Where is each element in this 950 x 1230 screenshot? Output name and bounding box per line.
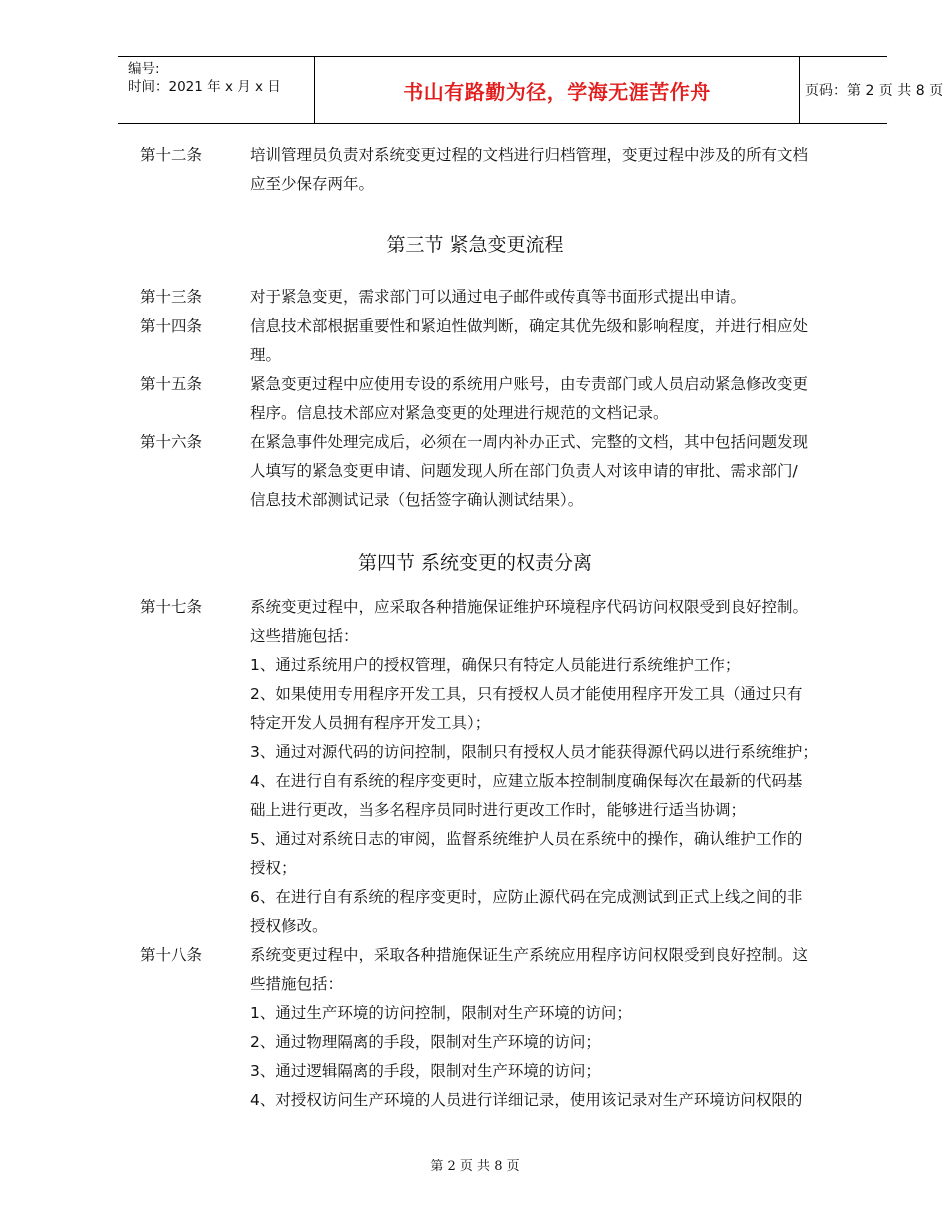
article-line: 1、通过系统用户的授权管理，确保只有特定人员能进行系统维护工作； — [250, 656, 741, 674]
article-line: 系统变更过程中，应采取各种措施保证维护环境程序代码访问权限受到良好控制。 — [250, 598, 809, 616]
article-line: 授权； — [250, 859, 297, 877]
article-line: 6、在进行自有系统的程序变更时，应防止源代码在完成测试到正式上线之间的非 — [250, 888, 803, 906]
article-line: 理。 — [250, 346, 282, 364]
article-line: 2、如果使用专用程序开发工具，只有授权人员才能使用程序开发工具（通过只有 — [250, 685, 803, 703]
header-motto-cell — [314, 57, 800, 123]
article-line: 些措施包括： — [250, 975, 344, 993]
article-number: 第十五条 — [140, 375, 203, 393]
header-page-cell — [798, 57, 944, 123]
article-line: 授权修改。 — [250, 917, 328, 935]
page-header — [118, 56, 944, 124]
article-body — [250, 141, 870, 199]
article-line: 系统变更过程中，采取各种措施保证生产系统应用程序访问权限受到良好控制。这 — [250, 946, 809, 964]
article-line: 4、对授权访问生产环境的人员进行详细记录，使用该记录对生产环境访问权限的 — [250, 1091, 803, 1109]
article-line: 程序。信息技术部应对紧急变更的处理进行规范的文档记录。 — [250, 404, 669, 422]
article-line: 培训管理员负责对系统变更过程的文档进行归档管理，变更过程中涉及的所有文档 — [250, 146, 809, 164]
article-line: 2、通过物理隔离的手段，限制对生产环境的访问； — [250, 1033, 601, 1051]
article-line: 在紧急事件处理完成后，必须在一周内补办正式、完整的文档，其中包括问题发现 — [250, 433, 809, 451]
article-line: 3、通过逻辑隔离的手段，限制对生产环境的访问； — [250, 1062, 601, 1080]
article-line: 对于紧急变更，需求部门可以通过电子邮件或传真等书面形式提出申请。 — [250, 288, 747, 306]
article-line: 5、通过对系统日志的审阅，监督系统维护人员在系统中的操作，确认维护工作的 — [250, 830, 803, 848]
article-line: 3、通过对源代码的访问控制，限制只有授权人员才能获得源代码以进行系统维护； — [250, 743, 818, 761]
article-line: 人填写的紧急变更申请、问题发现人所在部门负责人对该申请的审批、需求部门/ — [250, 462, 798, 480]
article-number: 第十二条 — [140, 146, 203, 164]
section-title: 第三节 紧急变更流程 — [386, 234, 564, 256]
article-number: 第十四条 — [140, 317, 203, 335]
page-footer: 第 2 页 共 8 页 — [430, 1159, 520, 1174]
article-body — [250, 593, 870, 941]
section-title: 第四节 系统变更的权责分离 — [357, 552, 593, 574]
article-number: 第十八条 — [140, 946, 203, 964]
code-label: 编号: — [128, 61, 160, 77]
article-body — [250, 370, 870, 428]
motto: 书山有路勤为径，学海无涯苦作舟 — [403, 79, 711, 104]
article-number: 第十三条 — [140, 288, 203, 306]
article-line: 应至少保存两年。 — [250, 175, 375, 193]
article-line: 1、通过生产环境的访问控制，限制对生产环境的访问； — [250, 1004, 632, 1022]
article-body — [250, 283, 870, 312]
article-number: 第十六条 — [140, 433, 203, 451]
time-label: 时间：2021 年 x 月 x 日 — [128, 79, 281, 95]
article-line: 紧急变更过程中应使用专设的系统用户账号，由专责部门或人员启动紧急修改变更 — [250, 375, 809, 393]
article-body — [250, 428, 870, 515]
article-line: 这些措施包括： — [250, 627, 359, 645]
article-line: 信息技术部测试记录（包括签字确认测试结果）。 — [250, 491, 584, 509]
article-line: 特定开发人员拥有程序开发工具）； — [250, 714, 491, 732]
article-body — [250, 312, 870, 370]
article-line: 础上进行更改，当多名程序员同时进行更改工作时，能够进行适当协调； — [250, 801, 747, 819]
article-number: 第十七条 — [140, 598, 203, 616]
article-body — [250, 941, 870, 1115]
article-line: 4、在进行自有系统的程序变更时，应建立版本控制制度确保每次在最新的代码基 — [250, 772, 803, 790]
article-line: 信息技术部根据重要性和紧迫性做判断，确定其优先级和影响程度，并进行相应处 — [250, 317, 809, 335]
header-meta-cell — [118, 57, 314, 123]
page-info: 页码：第 2 页 共 8 页 — [805, 83, 944, 99]
